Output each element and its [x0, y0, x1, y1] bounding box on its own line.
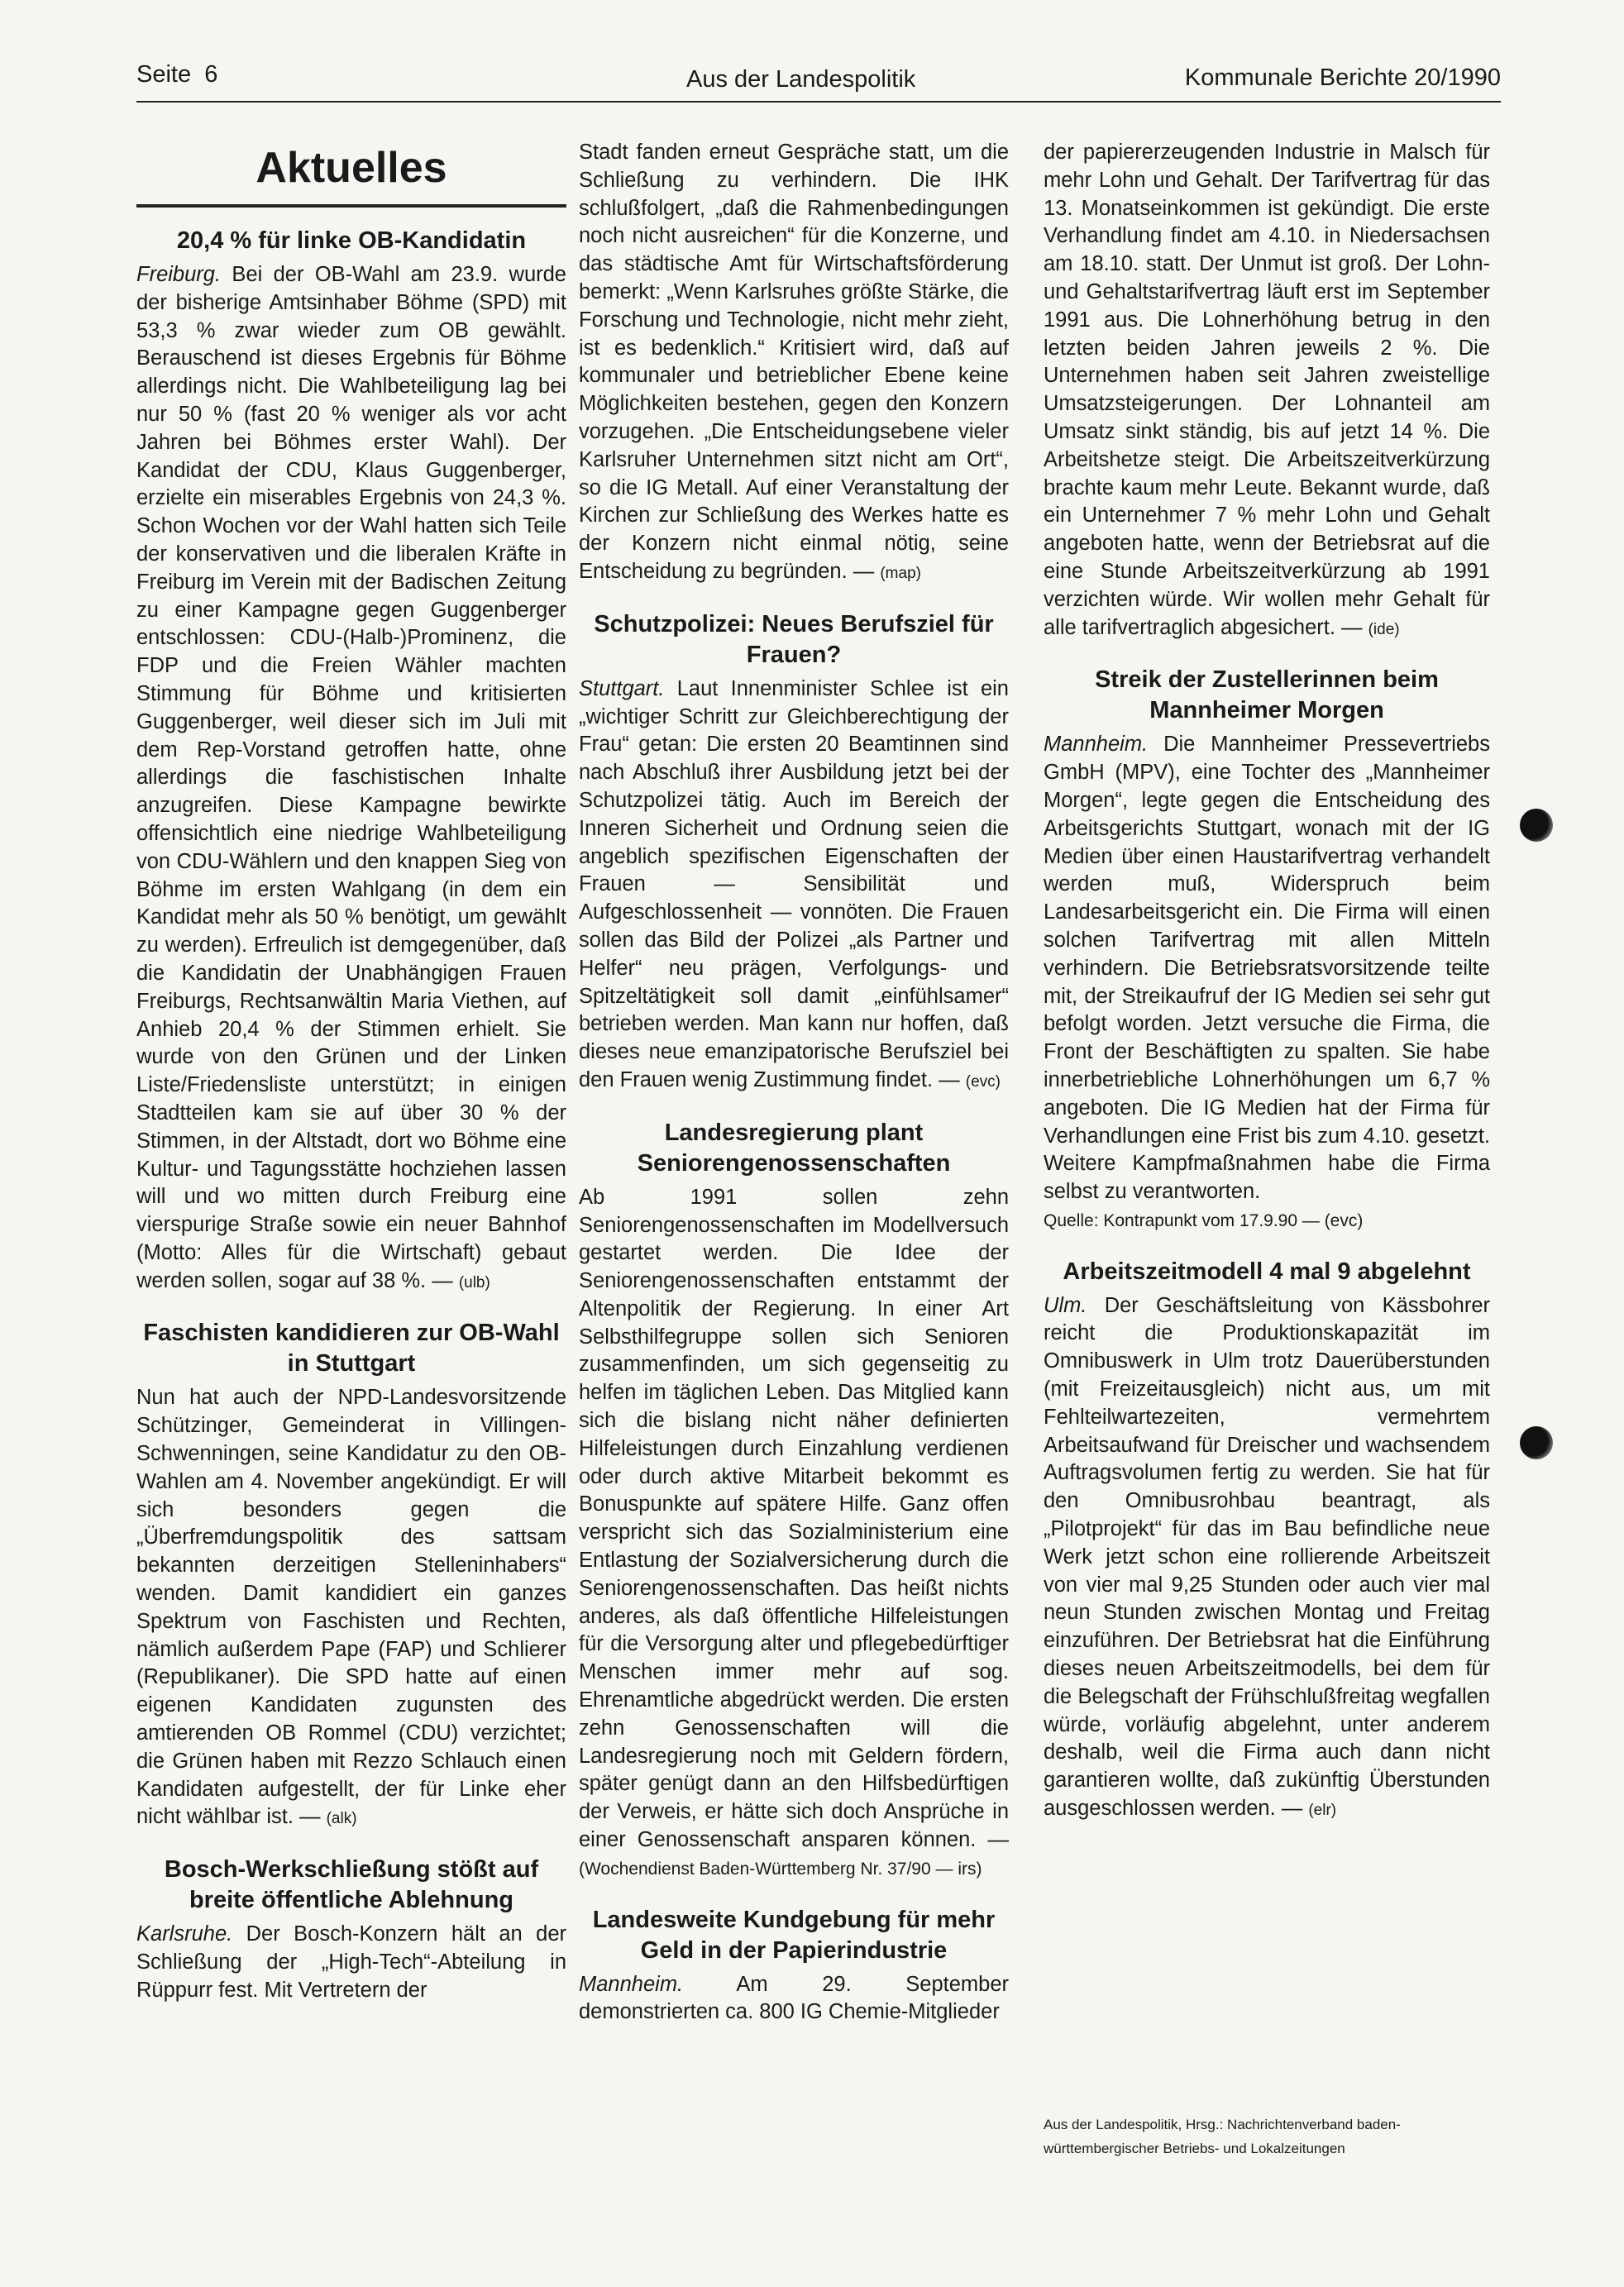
- publication-issue: Kommunale Berichte 20/1990: [1184, 64, 1501, 91]
- article-dateline: Mannheim.: [1044, 733, 1149, 757]
- article-headline: Landesregierung plant Seniorengenossenschaften: [637, 1119, 951, 1177]
- article-headline: Faschisten kandidieren zur OB-Wahl in Stuttgart: [143, 1320, 560, 1377]
- article-body-continued: [579, 139, 1009, 588]
- article-body: [1044, 731, 1490, 1234]
- article-signature: (evc): [965, 1072, 1001, 1091]
- imprint: Aus der Landespolitik, Hrsg.: Nachrichtenverband baden-württembergischer Betriebs- und Lokalzeitungen: [1044, 2117, 1401, 2156]
- article-signature: (ide): [1368, 620, 1400, 638]
- article-headline: Schutzpolizei: Neues Berufsziel für Frauen?: [594, 610, 994, 668]
- article-headline: Landesweite Kundgebung für mehr Geld in der Papierindustrie: [592, 1906, 996, 1964]
- article-text: Bei der OB-Wahl am 23.9. wurde der bisherige Amtsinhaber Böhme (SPD) mit 53,3 % zwar wieder zum OB gewählt. Berauschend ist dieses Ergebnis für Böhme allerdings nicht. Die Wahlbeteiligung lag bei nur 50 % (fast 20 % weniger als vor acht Jahren bei Böhmes erster Wahl). Der Kandidat der CDU, Klaus Guggenberger, erzielte ein miserables Ergebnis von 24,3 %. Schon Wochen vor der Wahl hatten sich Teile der konservativen und die liberalen Kräfte in Freiburg im Verein mit der Badischen Zeitung zu einer Kampagne gegen Guggenberger entschlossen: CDU-(Halb-)Prominenz, die FDP und die Freien Wähler machten Stimmung für Böhme und kritisierten Guggenberger, weil dieser sich im Juli mit dem Rep-Vorstand getroffen hatte, ohne allerdings die faschistischen Inhalte anzugreifen. Diese Kampagne bewirkte offensichtlich eine niedrige Wahlbeteiligung von CDU-Wählern und den knappen Sieg von Böhme im ersten Wahlgang (in dem ein Kandidat mehr als 50 % benötigt, um gewählt zu werden). Erfreulich ist demgegenüber, daß die Kandidatin der Unabhängigen Frauen Freiburgs, Rechtsanwältin Maria Viethen, auf Anhieb 20,4 % der Stimmen erhielt. Sie wurde von den Grünen und der Linken Liste/Friedensliste unterstützt; in einigen Stadtteilen kam sie auf über 30 % der Stimmen, in der Altstadt, dort wo Böhme eine Kultur- und Tagungsstätte hochziehen lassen will und wo mitten durch Freiburg eine vierspurige Straße sowie ein neuer Bahnhof (Motto: Alles für die Wirtschaft) gebaut werden sollen, sogar auf 38 %. —: [136, 263, 566, 1292]
- section-title: Aktuelles: [136, 143, 566, 208]
- article-headline: 20,4 % für linke OB-Kandidatin: [176, 227, 527, 254]
- column-1: [136, 136, 566, 2005]
- article-text: Ab 1991 sollen zehn Seniorengenossenschaften im Modellversuch gestartet werden. Die Idee der Seniorengenossenschaften entstammt der Altenpolitik der Regierung. In einer Art Selbsthilfegruppe sollen sich Senioren zusammenfinden, um sich gegenseitig zu helfen im täglichen Leben. Das Mitglied kann sich die bislang nicht näher definierten Hilfeleistungen durch Einzahlung verdienen oder durch aktive Mitarbeit bekommt es Bonuspunkte auf spätere Hilfe. Ganz offen verspricht sich das Sozialministerium eine Entlastung der Sozialversicherung durch die Seniorengenossenschaften. Das heißt nichts anderes, als daß öffentliche Hilfeleistungen für die Versorgung alter und pflegebedürftiger Menschen immer mehr auf sog. Ehrenamtliche abgedrückt werden. Die ersten zehn Genossenschaften will die Landesregierung noch mit Geldern fördern, später genügt dann an den Hilfsbedürftigen der Verweis, er hätte sich doch Ansprüche in einer Genossenschaft ansparen können. —: [579, 1185, 1009, 1852]
- article-dateline: Karlsruhe.: [136, 1922, 233, 1946]
- article-text: Am 29. September demonstrierten ca. 800 IG Chemie-Mitglieder: [579, 1972, 1009, 2024]
- column-2: [579, 139, 1009, 2027]
- article-body: [579, 676, 1009, 1096]
- article-dateline: Freiburg.: [136, 263, 222, 286]
- article-signature: (ulb): [458, 1273, 490, 1292]
- article-body: [136, 261, 566, 1296]
- article-body: [579, 1184, 1009, 1884]
- article-text: Nun hat auch der NPD-Landesvorsitzende Schützinger, Gemeinderat in Villingen-Schwenningen, seine Kandidatur zu den OB-Wahlen am 4. November angekündigt. Er will sich besonders gegen die „Überfremdungspolitik des sattsam bekannten derzeitigen Stelleninhabers“ wenden. Damit kandidiert ein ganzes Spektrum von Faschisten und Rechten, nämlich außerdem Pape (FAP) und Schlierer (Republikaner). Die SPD hatte auf einen eigenen Kandidaten zugunsten des amtierenden OB Rommel (CDU) verzichtet; die Grünen haben mit Rezzo Schlauch einen Kandidaten aufgestellt, der für Linke eher nicht wählbar ist. —: [136, 1386, 566, 1829]
- article-text: Der Geschäftsleitung von Kässbohrer reicht die Produktionskapazität im Omnibuswerk in Ulm trotz Dauerüberstunden (mit Freizeitausgleich) nicht aus, um mit Fehlteilwartezeiten, vermehrtem Arbeitsaufwand für Dreischer und wachsendem Auftragsvolumen fertig zu werden. Sie hat für den Omnibusrohbau beantragt, als „Pilotprojekt“ für das im Bau befindliche neue Werk jetzt schon eine rollierende Arbeitszeit von vier mal 9,25 Stunden oder auch vier mal neun Stunden zwischen Montag und Freitag einzuführen. Der Betriebsrat hat die Einführung dieses neuen Arbeitszeitmodells, bei dem für die Belegschaft der Frühschlußfreitag wegfallen würde, vorläufig abgelehnt, unter anderem deshalb, weil die Firma auch dann nicht garantieren wollte, daß zukünftig Überstunden ausgeschlossen werden. —: [1044, 1293, 1490, 1821]
- article-text: Stadt fanden erneut Gespräche statt, um die Schließung zu verhindern. Die IHK schlußfolgert, „daß die Rahmenbedingungen noch nicht ausreichen“ für die Konzerne, und das städtische Amt für Wirtschaftsförderung bemerkt: „Wenn Karlsruhes größte Stärke, die Forschung und Technologie, nicht mehr zieht, ist es bedenklich.“ Kritisiert wird, daß auf kommunaler und betrieblicher Ebene keine Möglichkeiten bestehen, gegen den Konzern vorzugehen. „Die Entscheidungsebene vieler Karlsruher Unternehmen sitzt nicht am Ort“, so die IG Metall. Auf einer Veranstaltung der Kirchen zur Schließung des Werkes hatte es der Konzern nicht einmal nötig, seine Entscheidung zu begründen. —: [579, 141, 1009, 583]
- article-text: der papiererzeugenden Industrie in Malsch für mehr Lohn und Gehalt. Der Tarifvertrag für das 13. Monatseinkommen ist gekündigt. Die erste Verhandlung findet am 4.10. in Niedersachsen am 18.10. statt. Der Unmut ist groß. Der Lohn- und Gehaltstarifvertrag läuft erst im September 1991 aus. Die Lohnerhöhung betrug in den letzten beiden Jahren jeweils 2 %. Die Unternehmen haben seit Jahren zweistellige Umsatzsteigerungen. Der Lohnanteil am Umsatz sinkt ständig, bis auf jetzt 14 %. Die Arbeitshetze steigt. Die Arbeitszeitverkürzung brachte kaum mehr Leute. Bekannt wurde, daß ein Unternehmer 7 % mehr Lohn und Gehalt angeboten hatte, wenn der Betriebsrat auf die eine Stunde Arbeitszeitverkürzung ab 1991 verzichten würde. Wir wollen mehr Gehalt für alle tarifvertraglich abgesichert. —: [1044, 141, 1490, 639]
- page-header: [136, 60, 1501, 103]
- article-body: [136, 1384, 566, 1833]
- article-signature: (elr): [1308, 1802, 1337, 1820]
- article-source: (Wochendienst Baden-Württemberg Nr. 37/90 — irs): [579, 1859, 982, 1879]
- article-headline: Streik der Zustellerinnen beim Mannheimer Morgen: [1095, 666, 1439, 724]
- article-dateline: Stuttgart.: [579, 676, 665, 700]
- article-body: [1044, 1292, 1490, 1825]
- article-body: [136, 1921, 566, 2004]
- article-body-continued: [1044, 139, 1490, 643]
- punch-hole: [1520, 809, 1553, 842]
- article-signature: (map): [880, 564, 921, 582]
- section-name: Aus der Landespolitik: [686, 66, 916, 93]
- article-headline: Arbeitszeitmodell 4 mal 9 abgelehnt: [1063, 1258, 1471, 1285]
- article-dateline: Ulm.: [1044, 1293, 1087, 1317]
- article-signature: (alk): [326, 1810, 357, 1828]
- article-headline: Bosch-Werkschließung stößt auf breite öffentliche Ablehnung: [164, 1856, 539, 1914]
- article-text: Laut Innenminister Schlee ist ein „wichtiger Schritt zur Gleichberechtigung der Frau“ getan: Die ersten 20 Beamtinnen sind nach Abschluß ihrer Ausbildung jetzt bei der Schutzpolizei tätig. Auch im Bereich der Inneren Sicherheit und Ordnung seien die angeblich spezifischen Eigenschaften der Frauen — Sensibilität und Aufgeschlossenheit — vonnöten. Die Frauen sollen das Bild der Polizei „als Partner und Helfer“ neu prägen, Verfolgungs- und Spitzeltätigkeit soll damit „einfühlsamer“ betrieben werden. Man kann nur hoffen, daß dieses neue emanzipatorische Berufsziel bei den Frauen wenig Zustimmung findet. —: [579, 676, 1009, 1091]
- article-body: [579, 1971, 1009, 2027]
- article-text: Der Bosch-Konzern hält an der Schließung der „High-Tech“-Abteilung in Rüppurr fest. Mit Vertretern der: [136, 1922, 566, 2002]
- page-label: Seite: [136, 61, 192, 88]
- punch-hole: [1520, 1426, 1553, 1459]
- article-text: Die Mannheimer Pressevertriebs GmbH (MPV), eine Tochter des „Mannheimer Morgen“, legte gegen die Entscheidung des Arbeitsgerichts Stuttgart, wonach mit der IG Medien über einen Haustarifvertrag verhandelt werden muß, Widerspruch beim Landesarbeitsgericht ein. Die Firma will einen solchen Tarifvertrag mit allen Mitteln verhindern. Die Betriebsratsvorsitzende teilte mit, der Streikaufruf der IG Medien sei sehr gut befolgt worden. Jetzt versuche die Firma, die Front der Beschäftigten zu spalten. Sie habe innerbetriebliche Lohnerhöhungen um 6,7 % angeboten. Die IG Medien hat der Firma für Verhandlungen eine Frist bis zum 4.10. gesetzt. Weitere Kampfmaßnahmen habe die Firma selbst zu verantworten.: [1044, 733, 1490, 1204]
- article-source: Quelle: Kontrapunkt vom 17.9.90 — (evc): [1044, 1210, 1364, 1230]
- column-3: [1044, 139, 1490, 1825]
- page-number: 6: [204, 61, 218, 88]
- article-dateline: Mannheim.: [579, 1972, 684, 1996]
